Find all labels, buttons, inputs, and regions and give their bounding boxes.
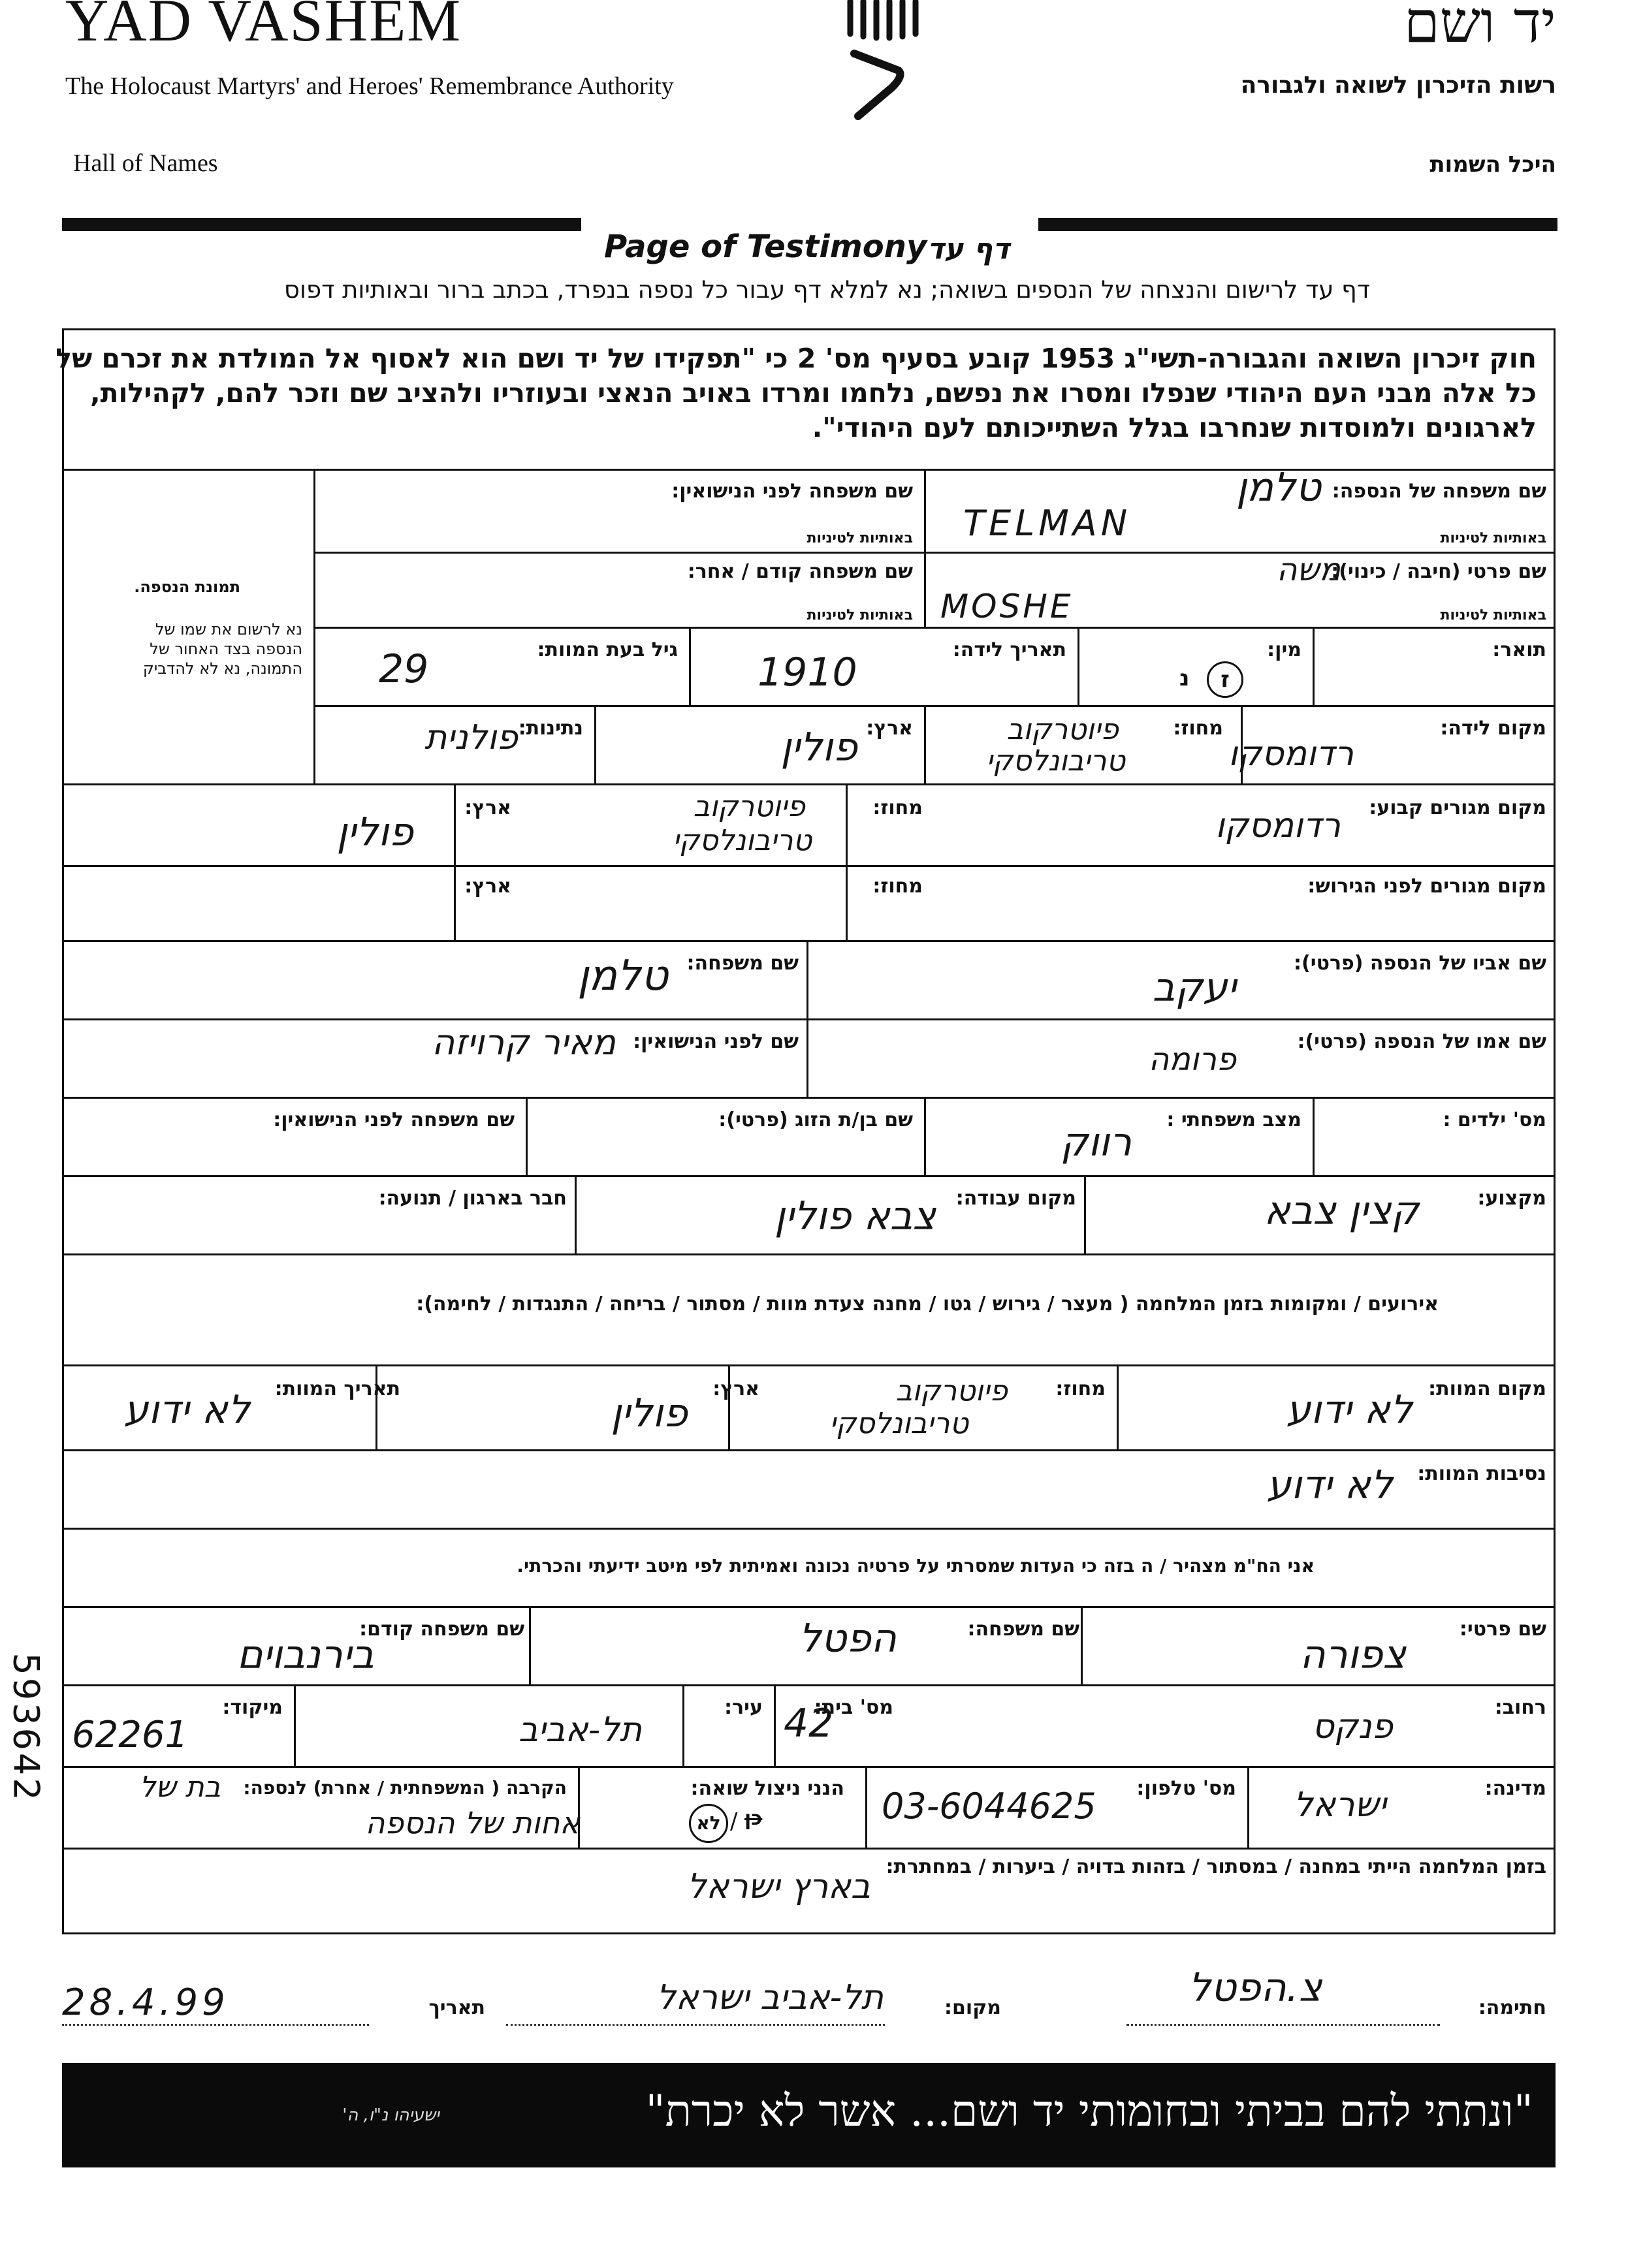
death-circumstances-label: נסיבות המוות: bbox=[1417, 1462, 1546, 1485]
title-bar-right bbox=[1038, 218, 1557, 231]
during-war-label: בזמן המלחמה הייתי במחנה / במסתור / בזהות בדויה / ביערות / במחתרת: bbox=[886, 1855, 1546, 1878]
residence-country-label: ארץ: bbox=[464, 796, 511, 819]
father-surname-label: שם משפחה: bbox=[686, 952, 799, 975]
date-line bbox=[62, 2024, 369, 2026]
gender-female-option[interactable]: נ bbox=[1179, 665, 1190, 691]
father-name-value[interactable]: יעקב bbox=[1152, 965, 1236, 1011]
law-text-line-3: לארגונים ולמוסדות שנחרבו בגלל השתייכותם לעם היהודי". bbox=[812, 412, 1537, 443]
instructions-text: דף עד לרישום והנצחה של הנספים בשואה; נא למלא דף עבור כל נספה בנפרד, בכתב ברור ובאותיות דפוס bbox=[283, 276, 1370, 304]
title-label: תואר: bbox=[1492, 638, 1546, 661]
residence-region-value-2[interactable]: טריבונלסקי bbox=[673, 824, 812, 857]
footer-source: ישעיהו נ"ו, ה' bbox=[342, 2105, 439, 2125]
page-title-en: Page of Testimony bbox=[604, 228, 927, 265]
place-value[interactable]: תל-אביב ישראל bbox=[656, 1978, 884, 2017]
father-name-label: שם אביו של הנספה (פרטי): bbox=[1294, 952, 1546, 975]
place-label: מקום: bbox=[944, 1996, 1001, 2019]
profession-value[interactable]: קצין צבא bbox=[1264, 1188, 1419, 1234]
death-country-label: ארץ: bbox=[712, 1378, 759, 1400]
birth-date-label: תאריך לידה: bbox=[952, 638, 1066, 661]
relation-value-1[interactable]: בת של bbox=[139, 1771, 221, 1804]
permanent-residence-label: מקום מגורים קבוע: bbox=[1369, 796, 1546, 819]
victim-surname-label: שם משפחה של הנספה: bbox=[1332, 480, 1546, 503]
prev-surname-latin-label: באותיות לטיניות bbox=[806, 607, 913, 623]
organization-label: חבר בארגון / תנועה: bbox=[378, 1187, 567, 1210]
submitter-family-name-value[interactable]: הפטל bbox=[799, 1616, 897, 1662]
place-line bbox=[506, 2024, 885, 2026]
victim-surname-value[interactable]: טלמן bbox=[1236, 465, 1321, 511]
nationality-value[interactable]: פולנית bbox=[424, 718, 518, 757]
death-place-label: מקום המוות: bbox=[1428, 1378, 1546, 1400]
death-region-value-2[interactable]: טריבונלסקי bbox=[829, 1407, 968, 1440]
residence-before-deportation-label: מקום מגורים לפני הגירוש: bbox=[1307, 875, 1546, 898]
signature-label: חתימה: bbox=[1478, 1996, 1546, 2019]
relation-label: הקרבה ( המשפחתית / אחרת) לנספה: bbox=[243, 1777, 567, 1799]
gender-label: מין: bbox=[1267, 638, 1301, 661]
declaration-text: אני הח"מ מצהיר / ה בזה כי העדות שמסרתי על פרטיה נכונה ואמיתית לפי מיטב ידיעתי והכרתי. bbox=[517, 1555, 1315, 1577]
photo-box-text-3: התמונה, נא לא להדביק bbox=[142, 659, 302, 678]
submitter-first-name-value[interactable]: צפורה bbox=[1300, 1632, 1406, 1678]
house-number-value[interactable]: 42 bbox=[784, 1701, 834, 1746]
death-region-value-1[interactable]: פיוטרקוב bbox=[895, 1374, 1008, 1408]
phone-label: מס' טלפון: bbox=[1136, 1777, 1236, 1800]
profession-label: מקצוע: bbox=[1477, 1187, 1546, 1210]
phone-value[interactable]: 03-6044625 bbox=[882, 1786, 1096, 1827]
birth-region-value-2[interactable]: טריבונלסקי bbox=[986, 744, 1125, 778]
nationality-label: נתינות: bbox=[518, 717, 583, 740]
victim-surname-latin-value[interactable]: TELMAN bbox=[963, 503, 1132, 544]
first-name-value[interactable]: משה bbox=[1277, 552, 1341, 588]
zip-label: מיקוד: bbox=[222, 1696, 283, 1719]
spouse-maiden-label: שם משפחה לפני הנישואין: bbox=[273, 1109, 515, 1131]
birth-place-value[interactable]: רדומסקו bbox=[1228, 734, 1354, 774]
mother-maiden-value[interactable]: מאיר קרויזה bbox=[431, 1022, 616, 1063]
date-label: תאריך bbox=[428, 1996, 485, 2019]
permanent-residence-value[interactable]: רדומסקו bbox=[1215, 806, 1341, 845]
page-title-he: דף עד bbox=[927, 232, 1010, 266]
signature-value[interactable]: צ.הפטל bbox=[1189, 1965, 1322, 2011]
first-name-label: שם פרטי (חיבה / כינוי): bbox=[1331, 560, 1546, 583]
surname-latin-label: באותיות לטיניות bbox=[1440, 530, 1546, 546]
submitter-first-name-label: שם פרטי: bbox=[1459, 1618, 1546, 1641]
authority-name-en: The Holocaust Martyrs' and Heroes' Remembrance Authority bbox=[65, 72, 674, 100]
residence-country-value[interactable]: פולין bbox=[336, 810, 413, 855]
authority-name-he: רשות הזיכרון לשואה ולגבורה bbox=[1240, 72, 1556, 99]
city-value[interactable]: תל-אביב bbox=[518, 1710, 642, 1750]
law-text-line-1: חוק זיכרון השואה והגבורה-תשי"ג 1953 קובע בסעיף מס' 2 כי "תפקידו של יד ושם הוא לאסוף אל המולדת את זכרם של bbox=[56, 343, 1537, 374]
margin-document-number: 593642 bbox=[5, 1652, 47, 1803]
deportation-country-label: ארץ: bbox=[464, 875, 511, 898]
first-name-latin-value[interactable]: MOSHE bbox=[940, 588, 1074, 625]
death-country-value[interactable]: פולין bbox=[611, 1391, 688, 1436]
age-at-death-label: גיל בעת המוות: bbox=[537, 638, 678, 661]
street-label: רחוב: bbox=[1494, 1696, 1546, 1719]
org-name-he: יד ושם bbox=[1403, 0, 1556, 55]
during-war-value[interactable]: בארץ ישראל bbox=[687, 1867, 870, 1906]
birth-region-value-1[interactable]: פיוטרקוב bbox=[1006, 713, 1119, 746]
photo-box-title: תמונת הנספה. bbox=[134, 578, 240, 596]
first-name-latin-label: באותיות לטיניות bbox=[1440, 607, 1546, 623]
gender-male-option[interactable]: ז bbox=[1207, 661, 1243, 698]
submitter-prev-family-label: שם משפחה קודם: bbox=[359, 1618, 524, 1641]
survivor-label: הנני ניצול שואה: bbox=[690, 1777, 844, 1800]
state-value[interactable]: ישראל bbox=[1293, 1786, 1386, 1825]
mother-name-value[interactable]: פרומה bbox=[1148, 1041, 1236, 1078]
survivor-yes-option[interactable]: כן bbox=[744, 1807, 763, 1830]
marital-status-label: מצב משפחתי : bbox=[1166, 1109, 1301, 1131]
death-date-label: תאריך המוות: bbox=[274, 1378, 400, 1400]
residence-region-label: מחוז: bbox=[872, 796, 923, 819]
birth-region-label: מחוז: bbox=[1173, 717, 1223, 740]
relation-value-2[interactable]: אחות של הנספה bbox=[365, 1805, 580, 1840]
maiden-name-label: שם משפחה לפני הנישואין: bbox=[671, 480, 913, 503]
mother-maiden-label: שם לפני הנישואין: bbox=[633, 1030, 799, 1053]
state-label: מדינה: bbox=[1484, 1777, 1546, 1800]
hall-of-names-he: היכל השמות bbox=[1429, 151, 1556, 178]
age-at-death-value[interactable]: 29 bbox=[379, 646, 429, 692]
death-region-label: מחוז: bbox=[1055, 1378, 1106, 1400]
submitter-prev-family-value[interactable]: בירנבוים bbox=[236, 1632, 374, 1678]
birth-place-label: מקום לידה: bbox=[1440, 717, 1546, 740]
yad-vashem-logo-icon bbox=[836, 0, 934, 124]
city-label: עיר: bbox=[724, 1696, 763, 1719]
birth-date-value[interactable]: 1910 bbox=[758, 650, 857, 695]
death-date-value[interactable]: לא ידוע bbox=[123, 1387, 250, 1433]
title-bar-left bbox=[62, 218, 581, 231]
submitter-family-name-label: שם משפחה: bbox=[967, 1618, 1079, 1641]
signature-line bbox=[1126, 2024, 1440, 2026]
num-children-label: מס' ילדים : bbox=[1443, 1109, 1546, 1131]
death-place-value[interactable]: לא ידוע bbox=[1286, 1387, 1413, 1433]
footer-quote: "ונתתי להם בביתי ובחומותי יד ושם... אשר לא יכרת" bbox=[645, 2086, 1533, 2136]
residence-region-value-1[interactable]: פיוטרקוב bbox=[693, 790, 805, 823]
law-text-line-2: כל אלה מבני העם היהודי שנפלו ומסרו את נפשם, נלחמו ומרדו באויב הנאצי ובעוזריו ולהציב שם וזכר להם, לקהילות, bbox=[89, 377, 1537, 409]
date-value[interactable]: 28.4.99 bbox=[62, 1981, 229, 2024]
survivor-separator: / bbox=[730, 1808, 738, 1835]
birth-country-label: ארץ: bbox=[866, 717, 913, 740]
photo-box-text-2: הנספה בצד האחור של bbox=[150, 640, 302, 658]
hall-of-names-en: Hall of Names bbox=[73, 150, 218, 177]
marital-status-value[interactable]: רווק bbox=[1060, 1120, 1132, 1165]
photo-box-text-1: נא לרשום את שמו של bbox=[155, 620, 302, 638]
mother-name-label: שם אמו של הנספה (פרטי): bbox=[1297, 1030, 1546, 1053]
spouse-name-label: שם בן/ת הזוג (פרטי): bbox=[718, 1109, 913, 1131]
org-name-en: YAD VASHEM bbox=[65, 0, 462, 54]
zip-value[interactable]: 62261 bbox=[72, 1714, 189, 1756]
maiden-latin-label: באותיות לטיניות bbox=[806, 530, 913, 546]
death-circumstances-value[interactable]: לא ידוע bbox=[1266, 1462, 1393, 1508]
father-surname-value[interactable]: טלמן bbox=[577, 952, 668, 1000]
survivor-no-option[interactable]: לא bbox=[689, 1804, 728, 1843]
prev-surname-label: שם משפחה קודם / אחר: bbox=[687, 560, 913, 583]
house-number-label: מס' בית: bbox=[814, 1696, 893, 1719]
workplace-label: מקום עבודה: bbox=[955, 1187, 1076, 1210]
street-value[interactable]: פנקס bbox=[1312, 1707, 1393, 1746]
workplace-value[interactable]: צבא פולין bbox=[774, 1193, 936, 1239]
wartime-events-label: אירועים / ומקומות בזמן המלחמה ( מעצר / גירוש / גטו / מחנה צעדת מוות / מסתור / בריחה / התנגדות / לחימה): bbox=[416, 1293, 1439, 1315]
deportation-region-label: מחוז: bbox=[872, 875, 923, 898]
birth-country-value[interactable]: פולין bbox=[780, 725, 857, 770]
